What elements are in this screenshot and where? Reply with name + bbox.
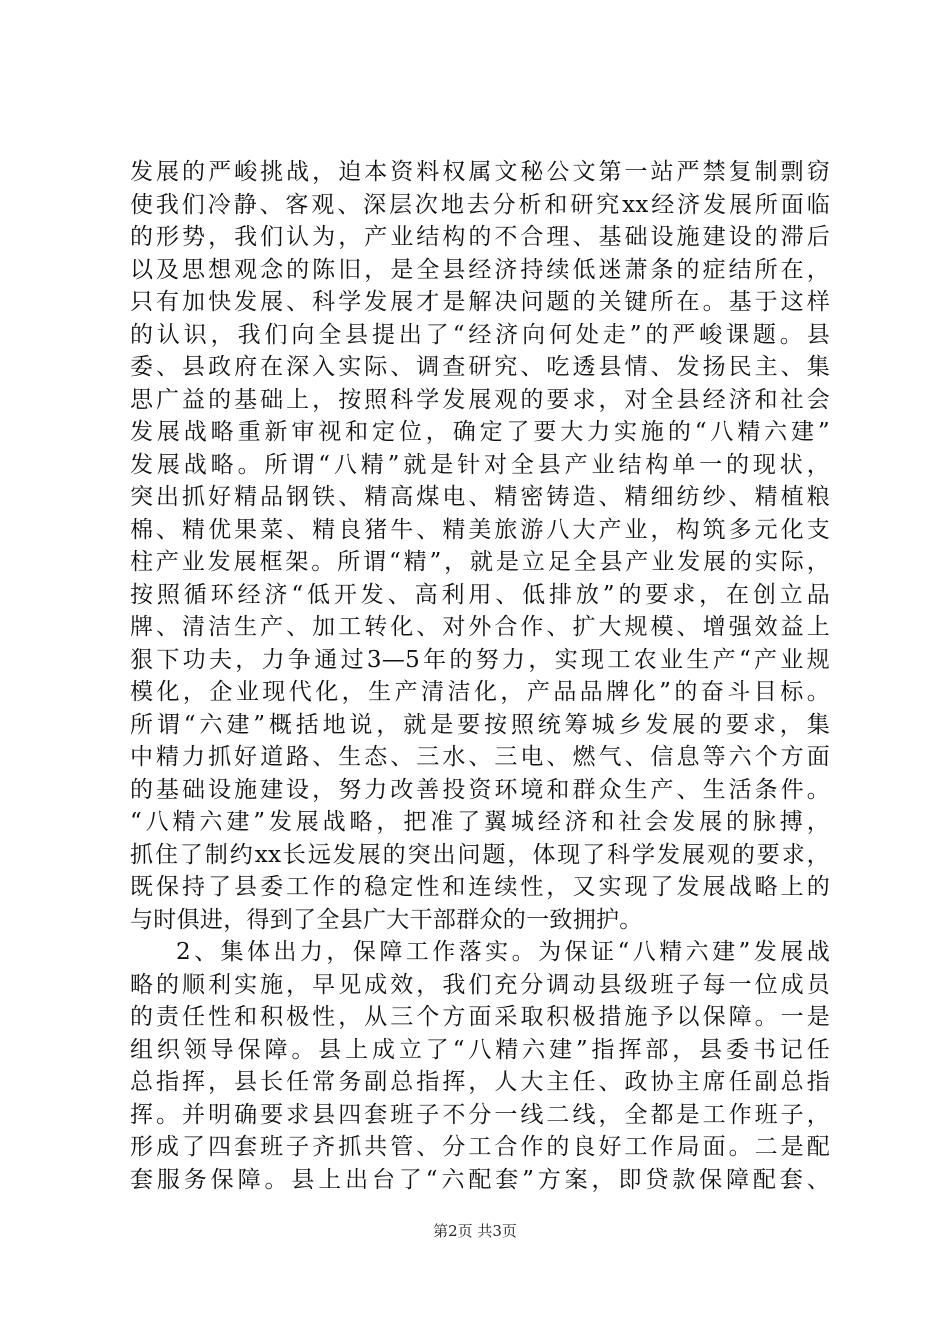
text-line: 所谓“六建”概括地说，就是要按照统筹城乡发展的要求，集 xyxy=(130,711,830,738)
text-line: 思广益的基础上，按照科学发展观的要求，对全县经济和社会 xyxy=(130,386,830,413)
text-line: 柱产业发展框架。所谓“精”，就是立足全县产业发展的实际， xyxy=(130,549,830,575)
text-line: 与时俱进，得到了全县广大干部群众的一致拥护。 xyxy=(130,906,643,933)
text-line: 突出抓好精品钢铁、精高煤电、精密铸造、精细纺纱、精植粮 xyxy=(130,484,830,510)
text-line: “八精六建”发展战略，把准了翼城经济和社会发展的脉搏， xyxy=(130,809,830,835)
paragraph-start-line: 2、集体出力，保障工作落实。为保证“八精六建”发展战 xyxy=(176,939,830,965)
text-line: 发展战略重新审视和定位，确定了要大力实施的“八精六建” xyxy=(130,419,830,445)
text-line: 只有加快发展、科学发展才是解决问题的关键所在。基于这样 xyxy=(130,289,830,315)
page-footer: 第2页 共3页 xyxy=(433,1222,517,1240)
text-line: 既保持了县委工作的稳定性和连续性，又实现了发展战略上的 xyxy=(130,874,830,900)
text-line: 按照循环经济“低开发、高利用、低排放”的要求，在创立品 xyxy=(130,581,830,608)
text-line: 的认识，我们向全县提出了“经济向何处走”的严峻课题。县 xyxy=(130,321,830,348)
text-line: 委、县政府在深入实际、调查研究、吃透县情、发扬民主、集 xyxy=(130,354,830,380)
text-line: 抓住了制约xx长远发展的突出问题，体现了科学发展观的要求， xyxy=(130,841,830,868)
text-line: 组织领导保障。县上成立了“八精六建”指挥部，县委书记任 xyxy=(130,1036,830,1063)
text-line: 的责任性和积极性，从三个方面采取积极措施予以保障。一是 xyxy=(130,1004,830,1030)
text-line: 使我们冷静、客观、深层次地去分析和研究xx经济发展所面临 xyxy=(130,191,830,218)
text-line: 以及思想观念的陈旧，是全县经济持续低迷萧条的症结所在， xyxy=(130,256,830,283)
text-line: 狠下功夫，力争通过3—5年的努力，实现工农业生产“产业规 xyxy=(130,646,830,673)
text-line: 发展战略。所谓“八精”就是针对全县产业结构单一的现状， xyxy=(130,451,830,478)
text-line: 中精力抓好道路、生态、三水、三电、燃气、信息等六个方面 xyxy=(130,744,830,770)
text-line: 棉、精优果菜、精良猪牛、精美旅游八大产业，构筑多元化支 xyxy=(130,516,830,543)
text-line: 总指挥，县长任常务副总指挥，人大主任、政协主席任副总指 xyxy=(130,1069,830,1095)
body-text xyxy=(130,156,830,1196)
text-line: 的形势，我们认为，产业结构的不合理、基础设施建设的滞后 xyxy=(130,224,830,250)
text-line: 牌、清洁生产、加工转化、对外合作、扩大规模、增强效益上 xyxy=(130,614,830,640)
text-line: 形成了四套班子齐抓共管、分工合作的良好工作局面。二是配 xyxy=(130,1134,830,1160)
text-line: 模化，企业现代化，生产清洁化，产品品牌化”的奋斗目标。 xyxy=(130,679,830,705)
text-line: 挥。并明确要求县四套班子不分一线二线，全都是工作班子， xyxy=(130,1101,830,1128)
text-line: 的基础设施建设，努力改善投资环境和群众生产、生活条件。 xyxy=(130,776,830,803)
text-line: 发展的严峻挑战，迫本资料权属文秘公文第一站严禁复制剽窃 xyxy=(130,159,830,185)
text-line: 略的顺利实施，早见成效，我们充分调动县级班子每一位成员 xyxy=(130,971,830,998)
text-line: 套服务保障。县上出台了“六配套”方案，即贷款保障配套、 xyxy=(130,1166,830,1193)
